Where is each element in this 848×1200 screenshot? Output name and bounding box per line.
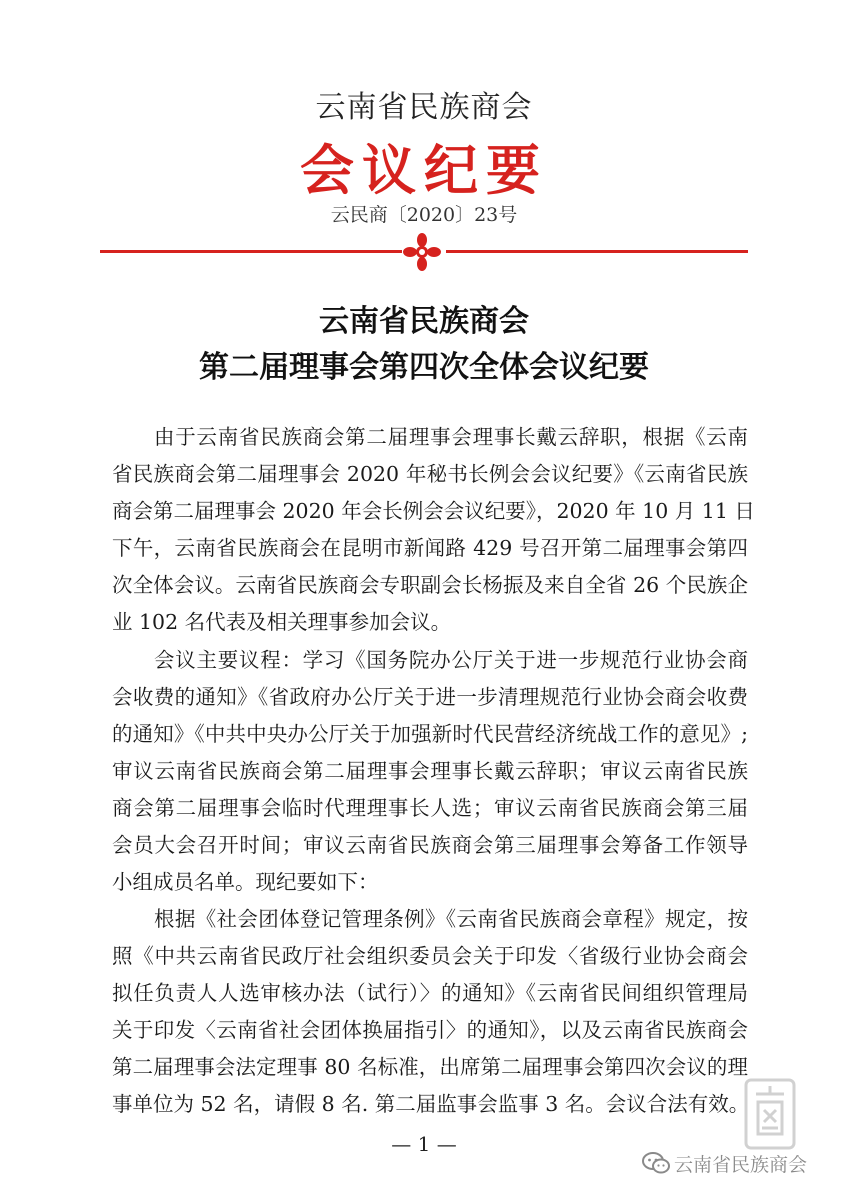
body-line: 第二届理事会法定理事 80 名标准，出席第二届理事会第四次会议的理 <box>112 1055 748 1079</box>
body-line: 的通知》《中共中央办公厅关于加强新时代民营经济统战工作的意见》; <box>112 722 748 746</box>
body-line: 照《中共云南省民政厅社会组织委员会关于印发〈省级行业协会商会 <box>112 944 748 968</box>
document-type-heading: 会议纪要 <box>300 138 548 202</box>
body-line: 业 102 名代表及相关理事参加会议。 <box>112 610 452 634</box>
page-number: — 1 — <box>391 1132 457 1156</box>
wechat-account-watermark: 云南省民族商会 <box>674 1154 808 1176</box>
body-line: 小组成员名单。现纪要如下： <box>112 870 379 894</box>
body-line: 会议主要议程：学习《国务院办公厅关于进一步规范行业协会商 <box>154 648 748 672</box>
body-line: 商会第二届理事会 2020 年会长例会会议纪要》，2020 年 10 月 11 日 <box>112 499 755 523</box>
body-line: 拟任负责人人选审核办法（试行）〉的通知》《云南省民间组织管理局 <box>112 981 748 1005</box>
body-line: 下午，云南省民族商会在昆明市新闻路 429 号召开第二届理事会第四 <box>112 536 748 560</box>
body-line: 审议云南省民族商会第二届理事会理事长戴云辞职；审议云南省民族 <box>112 759 748 783</box>
body-line: 由于云南省民族商会第二届理事会理事长戴云辞职，根据《云南 <box>154 425 748 449</box>
body-line: 省民族商会第二届理事会 2020 年秘书长例会会议纪要》《云南省民族 <box>112 462 748 486</box>
document-number: 云民商〔2020〕23号 <box>330 204 518 226</box>
body-line: 根据《社会团体登记管理条例》《云南省民族商会章程》规定，按 <box>154 907 748 931</box>
body-line: 次全体会议。云南省民族商会专职副会长杨振及来自全省 26 个民族企 <box>112 573 748 597</box>
red-rule-left <box>100 250 402 253</box>
body-line: 关于印发〈云南省社会团体换届指引〉的通知》，以及云南省民族商会 <box>112 1018 748 1042</box>
body-line: 商会第二届理事会临时代理理事长人选；审议云南省民族商会第三届 <box>112 796 748 820</box>
red-rule-right <box>446 250 748 253</box>
org-name: 云南省民族商会 <box>315 90 533 125</box>
title-line-2: 第二届理事会第四次全体会议纪要 <box>199 350 649 385</box>
flower-ornament-icon <box>402 232 442 272</box>
shang-seal-icon <box>742 1076 798 1152</box>
body-line: 事单位为 52 名，请假 8 名. 第二届监事会监事 3 名。会议合法有效。 <box>112 1092 750 1116</box>
title-line-1: 云南省民族商会 <box>319 304 529 339</box>
wechat-icon <box>642 1152 670 1174</box>
body-line: 会员大会召开时间；审议云南省民族商会第三届理事会筹备工作领导 <box>112 833 748 857</box>
body-line: 会收费的通知》《省政府办公厅关于进一步清理规范行业协会商会收费 <box>112 685 748 709</box>
